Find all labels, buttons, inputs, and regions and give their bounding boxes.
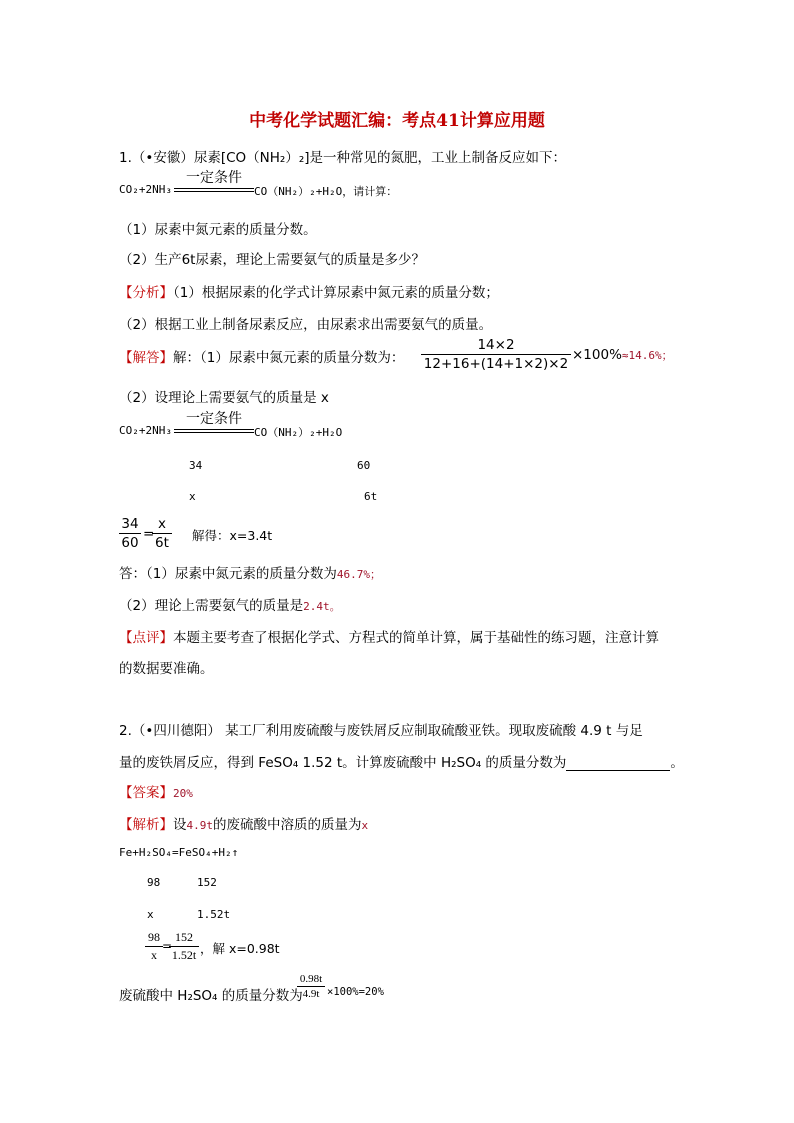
q1-equation-left: CO₂+2NH₃	[119, 183, 172, 196]
q1-solution1	[119, 346, 404, 366]
q2-ratio-equals: =	[162, 939, 173, 953]
q1-mass-urea: 60	[357, 459, 371, 472]
fraction-numerator: 0.98t	[299, 973, 323, 985]
answer-value: 20%	[173, 787, 193, 800]
answer2-text: （2）理论上需要氨气的质量是	[119, 598, 304, 614]
q2-ratio-left	[145, 930, 163, 963]
page-title: 中考化学试题汇编：考点41计算应用题	[249, 111, 545, 131]
q1-comment1	[119, 626, 659, 646]
q2-final-fraction	[297, 973, 325, 1000]
explain-mass: 4.9t	[186, 819, 213, 832]
q2-line2-end: 。	[670, 755, 684, 771]
analysis-tag: 【分析】	[119, 285, 173, 301]
q1-ratio-left	[119, 516, 141, 551]
q2-x: x	[147, 908, 154, 921]
comment-tag: 【点评】	[119, 630, 173, 646]
q2-value-feso4: 1.52t	[197, 908, 231, 921]
q1-ratio-right	[152, 516, 172, 551]
ratio-numerator: 98	[148, 930, 160, 944]
q2-line2	[119, 751, 684, 771]
q2-answer	[119, 781, 193, 801]
ratio-denominator: 60	[121, 535, 139, 551]
comment-text: 本题主要考查了根据化学式、方程式的简单计算，属于基础性的练习题，注意计算	[173, 630, 659, 646]
q1-equation-right: CO（NH₂）₂+H₂O，请计算：	[254, 185, 398, 198]
ratio-denominator: 1.52t	[171, 948, 197, 962]
q1-equation2-right: CO（NH₂）₂+H₂O	[254, 426, 343, 439]
fraction-result: ≈14.6%；	[621, 349, 673, 362]
fraction-bar	[421, 354, 571, 355]
q2-final-text: 废硫酸中 H₂SO₄ 的质量分数为	[119, 988, 303, 1004]
q1-analysis1	[119, 281, 499, 301]
q1-solve: 解得：x=3.4t	[192, 528, 273, 543]
ratio-numerator: x	[158, 516, 166, 532]
q1-ratio-equals: =	[143, 526, 155, 542]
ratio-denominator: 6t	[155, 535, 169, 551]
explain-c: 的废硫酸中溶质的质量为	[213, 817, 362, 833]
reaction-arrow	[174, 188, 254, 192]
fraction-numerator: 14×2	[477, 337, 515, 353]
answer1-value: 46.7%；	[336, 568, 381, 581]
explain-a: 设	[173, 817, 187, 833]
analysis-text: （1）根据尿素的化学式计算尿素中氮元素的质量分数；	[173, 285, 499, 301]
percent-factor: ×100%	[572, 347, 622, 363]
condition-label: 一定条件	[186, 170, 242, 186]
ratio-denominator: x	[151, 948, 157, 962]
q1-mass-nh3: 34	[189, 459, 203, 472]
solution-tag: 【解答】	[119, 350, 173, 366]
explain-x: x	[361, 819, 369, 832]
q1-six-t: 6t	[364, 490, 378, 503]
q1-answer1	[119, 562, 381, 582]
condition-label: 一定条件	[186, 411, 242, 427]
q1-x: x	[189, 490, 196, 503]
answer2-value: 2.4t。	[303, 600, 341, 613]
q1-reaction-condition-2	[174, 408, 254, 433]
q1-fraction-suffix	[572, 347, 673, 363]
fraction-bar	[297, 986, 325, 987]
q1-solution2: （2）设理论上需要氨气的质量是 x	[119, 390, 329, 406]
explain-tag: 【解析】	[119, 817, 173, 833]
q1-intro: 1.（•安徽）尿素[CO（NH₂）₂]是一种常见的氮肥，工业上制备反应如下：	[119, 150, 567, 166]
ratio-bar	[152, 533, 172, 534]
answer-tag: 【答案】	[119, 785, 173, 801]
q2-line1: 2.（•四川德阳） 某工厂利用废硫酸与废铁屑反应制取硫酸亚铁。现取废硫酸 4.9 t 与足	[119, 723, 643, 739]
q1-comment2: 的数据要准确。	[119, 661, 214, 677]
q2-ratio-right	[169, 930, 199, 963]
q1-part2: （2）生产6t尿素，理论上需要氨气的质量是多少？	[119, 252, 425, 268]
q1-answer2	[119, 594, 341, 614]
q1-part1: （1）尿素中氮元素的质量分数。	[119, 222, 317, 238]
q2-equation: Fe+H₂SO₄=FeSO₄+H₂↑	[119, 846, 239, 859]
ratio-numerator: 34	[121, 516, 139, 532]
q2-mass-feso4: 152	[197, 876, 217, 889]
fraction-denominator: 4.9t	[302, 988, 320, 1000]
q1-analysis2: （2）根据工业上制备尿素反应，由尿素求出需要氨气的质量。	[119, 317, 493, 333]
q2-solve: ，解 x=0.98t	[200, 941, 280, 956]
q1-reaction-condition	[174, 167, 254, 192]
q2-mass-h2so4: 98	[147, 876, 161, 889]
answer1-text: 答：（1）尿素中氮元素的质量分数为	[119, 566, 337, 582]
fraction-denominator: 12+16+(14+1×2)×2	[423, 356, 569, 372]
reaction-arrow	[174, 429, 254, 433]
q1-equation2-left: CO₂+2NH₃	[119, 424, 172, 437]
ratio-bar	[145, 946, 163, 947]
q2-line2-text: 量的废铁屑反应，得到 FeSO₄ 1.52 t。计算废硫酸中 H₂SO₄ 的质量分数为	[119, 755, 567, 771]
q2-final-result: ×100%=20%	[327, 986, 384, 998]
q2-explain	[119, 813, 368, 833]
ratio-numerator: 152	[175, 930, 193, 944]
solution-text: 解：（1）尿素中氮元素的质量分数为：	[173, 350, 405, 366]
answer-blank	[566, 757, 670, 771]
ratio-bar	[119, 533, 141, 534]
q1-nitrogen-fraction	[421, 337, 571, 372]
ratio-bar	[169, 946, 199, 947]
